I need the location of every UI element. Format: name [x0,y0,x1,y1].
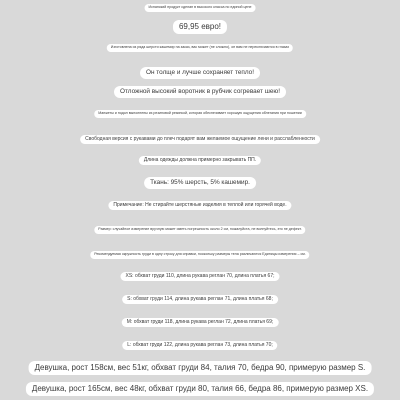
size-l-line: L: обхват груди 122, длина рукава реглан 73, длина платья 70; [122,341,277,350]
size-m-line: M: обхват груди 118, длина рукава реглан 72, длина платья 69; [122,318,279,327]
intro-line: Испанский продукт сделан в высокого класса по единой цене [145,4,256,12]
model-2-line: Девушка, рост 165см, вес 48кг, обхват груди 80, талия 66, бедра 86, примерую размер XS. [26,382,374,396]
warmth-line: Он толще и лучше сохраняет тепло! [140,67,260,79]
material-line: Изготовлена из ряда шерсти кашемир на заказ, вас может (не сложно), он вам не переключаются в глазах [107,44,293,52]
sleeves-line: Свободная версия с рукавами до плеч подарят вам желаемое ощущение лени и расслабленности [80,135,320,144]
collar-line: Отложной высокий воротник в рубчик согревает шею! [114,86,286,98]
fabric-line: Ткань: 95% шерсть, 5% кашемир. [144,177,256,189]
size-guide-note-line: Рекомендуемая окружность груди в одну строку для справки, поскольку размеры тела различаются Единицы измерения – см. [90,251,309,259]
cuffs-line: Манжеты и подол выполнены из резиновой резинкой, которая обеспечивает хорошую ощущения облегания при ношении [94,110,306,118]
price-line: 69,95 евро! [173,20,227,34]
care-note-line: Примечание: Не стирайте шерстяные изделия в теплой или горячей воде. [108,201,291,210]
model-1-line: Девушка, рост 158см, вес 51кг, обхват груди 84, талия 70, бедра 90, примерую размер S. [29,361,372,375]
measurement-note-line: Размер: случайное измерение вручную может иметь погрешность около 2 см, пожалуйста, не волнуйтесь, это не дефект. [94,226,305,234]
length-line: Длина одежды должна примерно закрывать ПП. [139,156,261,165]
size-s-line: S: обхват груди 114, длина рукава реглан 71, длина платья 68; [122,295,278,304]
size-xs-line: XS: обхват груди 110, длина рукава реглан 70, длина платья 67; [120,272,279,281]
